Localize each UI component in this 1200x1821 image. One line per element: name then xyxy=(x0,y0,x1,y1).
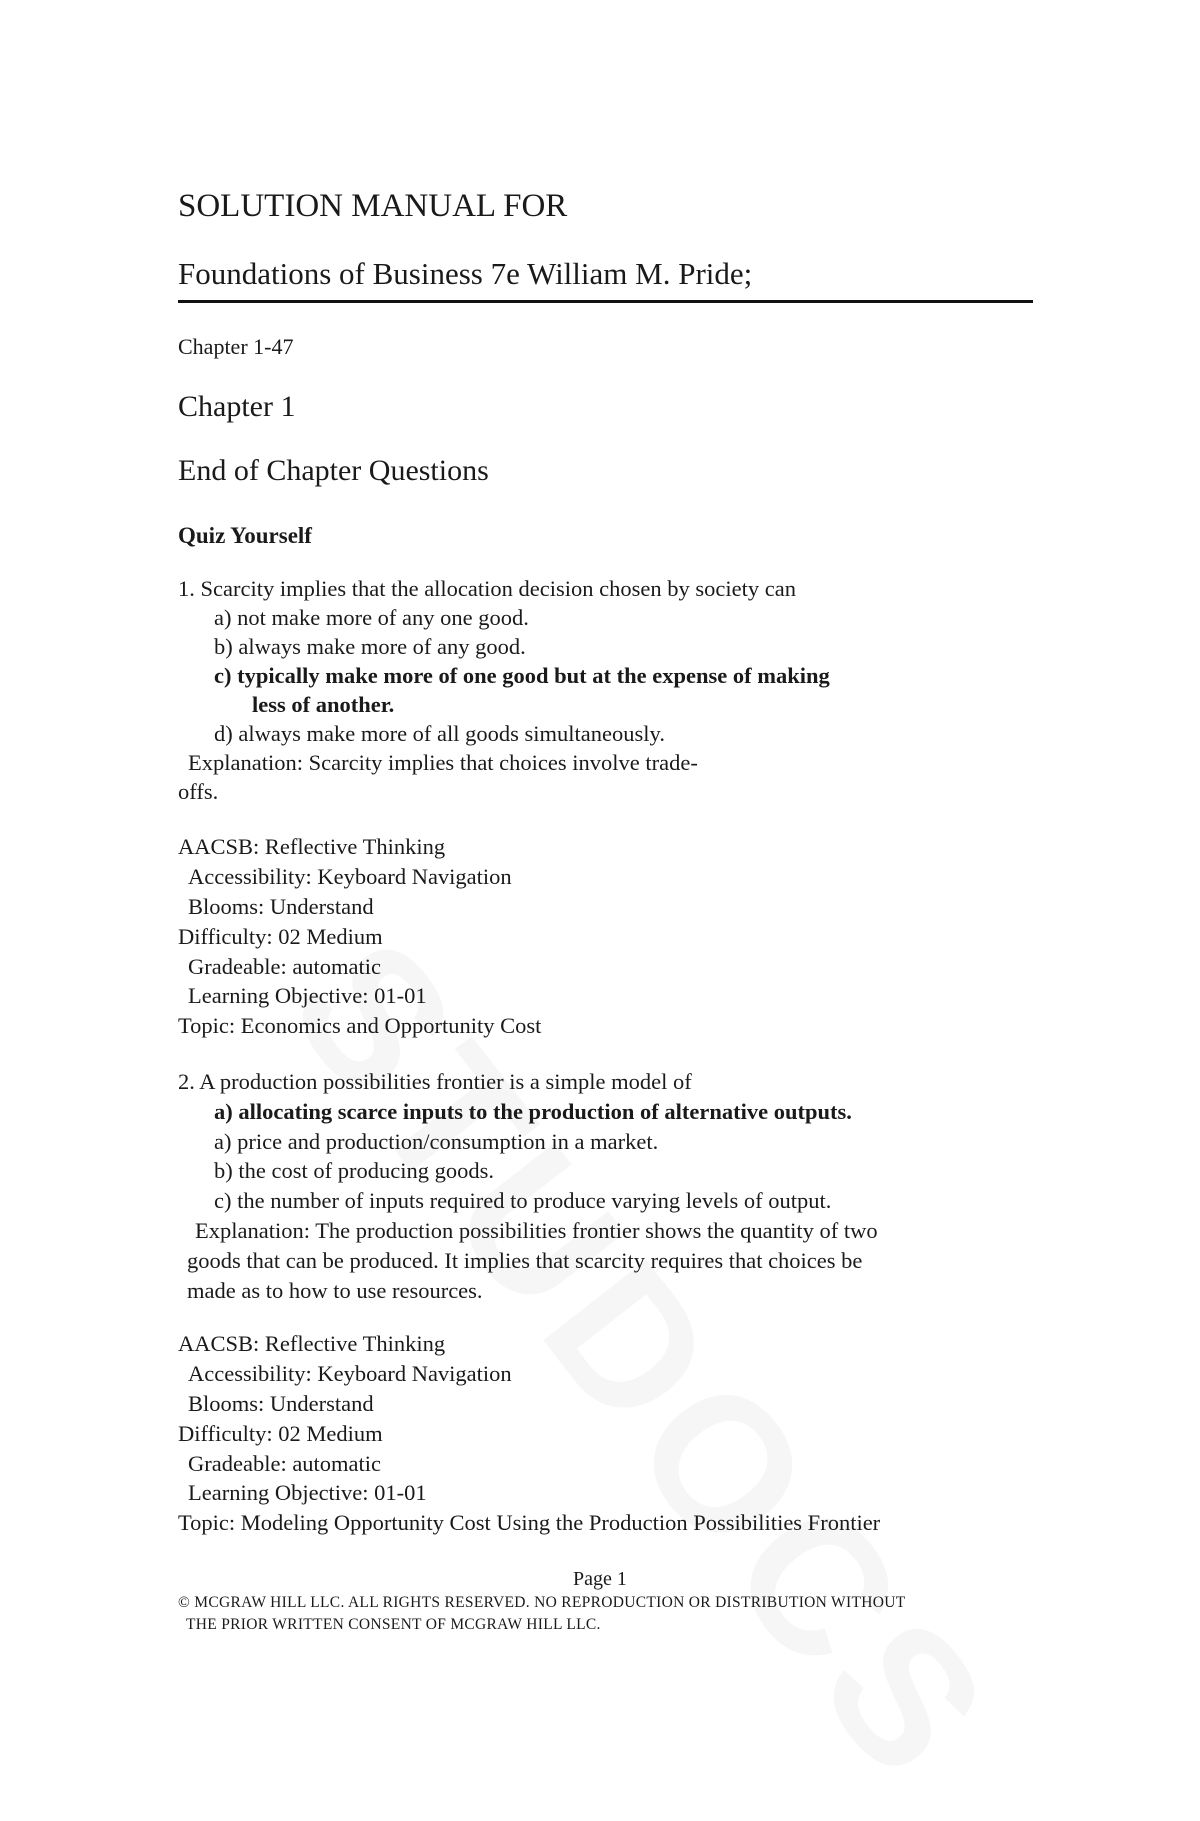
title-underline xyxy=(178,300,1033,303)
question-stem: 2. A production possibilities frontier is a simple model of xyxy=(178,1069,692,1094)
answer-option: b) always make more of any good. xyxy=(214,634,526,659)
title-line-1: SOLUTION MANUAL FOR xyxy=(178,188,568,224)
meta-learning-objective: Learning Objective: 01-01 xyxy=(188,983,427,1008)
answer-option: a) not make more of any one good. xyxy=(214,605,529,630)
explanation-continued: made as to how to use resources. xyxy=(187,1278,483,1303)
explanation-continued: offs. xyxy=(178,779,219,804)
explanation: Explanation: The production possibilities frontier shows the quantity of two xyxy=(195,1218,878,1243)
answer-option: d) always make more of all goods simultaneously. xyxy=(214,721,665,746)
meta-difficulty: Difficulty: 02 Medium xyxy=(178,924,383,949)
meta-gradeable: Gradeable: automatic xyxy=(188,954,382,979)
explanation: Explanation: Scarcity implies that choices involve trade- xyxy=(188,750,698,775)
meta-learning-objective: Learning Objective: 01-01 xyxy=(188,1480,427,1505)
correct-answer-option: c) typically make more of one good but at the expense of making xyxy=(214,663,830,688)
answer-option: a) price and production/consumption in a market. xyxy=(214,1129,659,1154)
subsection-heading: Quiz Yourself xyxy=(178,523,312,548)
copyright-line-1: © MCGRAW HILL LLC. ALL RIGHTS RESERVED. NO REPRODUCTION OR DISTRIBUTION WITHOUT xyxy=(178,1594,906,1611)
title-line-2: Foundations of Business 7e William M. Pride; xyxy=(178,256,753,291)
chapter-heading: Chapter 1 xyxy=(178,390,296,423)
meta-topic: Topic: Modeling Opportunity Cost Using the Production Possibilities Frontier xyxy=(178,1510,881,1535)
meta-topic: Topic: Economics and Opportunity Cost xyxy=(178,1013,542,1038)
answer-option: c) the number of inputs required to produce varying levels of output. xyxy=(214,1188,832,1213)
meta-aacsb: AACSB: Reflective Thinking xyxy=(178,1331,446,1356)
meta-blooms: Blooms: Understand xyxy=(188,894,374,919)
explanation-continued: goods that can be produced. It implies that scarcity requires that choices be xyxy=(187,1248,863,1273)
section-heading: End of Chapter Questions xyxy=(178,454,489,487)
chapter-range: Chapter 1-47 xyxy=(178,334,294,359)
meta-blooms: Blooms: Understand xyxy=(188,1391,374,1416)
correct-answer-option: a) allocating scarce inputs to the production of alternative outputs. xyxy=(214,1099,852,1124)
page-number: Page 1 xyxy=(573,1568,627,1590)
meta-accessibility: Accessibility: Keyboard Navigation xyxy=(188,864,512,889)
meta-difficulty: Difficulty: 02 Medium xyxy=(178,1421,383,1446)
meta-gradeable: Gradeable: automatic xyxy=(188,1451,382,1476)
meta-aacsb: AACSB: Reflective Thinking xyxy=(178,834,446,859)
answer-option: b) the cost of producing goods. xyxy=(214,1158,494,1183)
copyright-line-2: THE PRIOR WRITTEN CONSENT OF MCGRAW HILL LLC. xyxy=(186,1616,601,1633)
meta-accessibility: Accessibility: Keyboard Navigation xyxy=(188,1361,512,1386)
correct-answer-option-continued: less of another. xyxy=(252,692,395,717)
question-stem: 1. Scarcity implies that the allocation decision chosen by society can xyxy=(178,576,796,601)
